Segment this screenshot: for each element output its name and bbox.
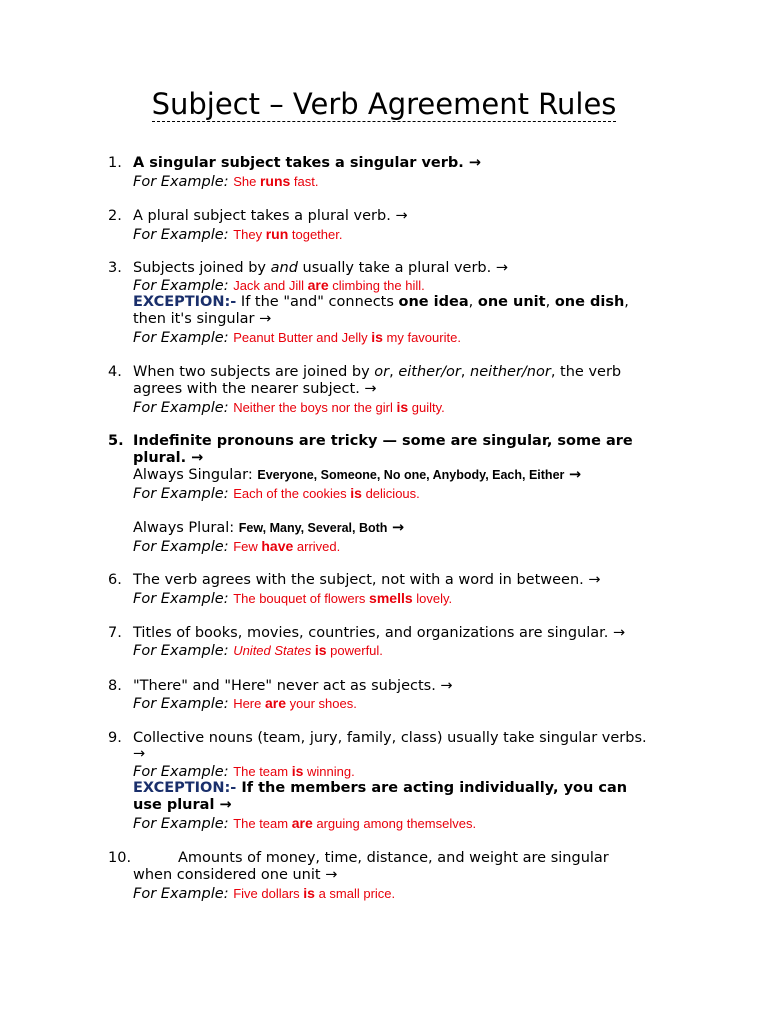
exception-line-2: then it's singular → xyxy=(133,311,272,327)
rule-text: A plural subject takes a plural verb. → xyxy=(133,208,408,224)
page-title: Subject – Verb Agreement Rules xyxy=(151,87,617,121)
rule-text: Subjects joined by and usually take a plural verb. → xyxy=(133,260,509,276)
rule-text-line-2: when considered one unit → xyxy=(133,867,338,883)
example-line: For Example: Five dollars is a small price. xyxy=(133,885,396,902)
rule-text-line-2: agrees with the nearer subject. → xyxy=(133,381,377,397)
exception-line: EXCEPTION:- If the members are acting individually, you can xyxy=(133,780,628,796)
rule-text: When two subjects are joined by or, either/or, neither/nor, the verb xyxy=(133,364,622,380)
arrow-icon: → xyxy=(440,678,453,694)
arrow-icon: → xyxy=(364,381,377,397)
example-line: For Example: The bouquet of flowers smells lovely. xyxy=(133,590,453,607)
rule-text: Titles of books, movies, countries, and organizations are singular. → xyxy=(133,625,626,641)
example-line: For Example: She runs fast. xyxy=(133,173,319,190)
arrow-icon: → xyxy=(495,260,509,276)
example-line: For Example: They run together. xyxy=(133,226,343,243)
rule-number: 7. xyxy=(108,625,122,641)
example-line: For Example: Neither the boys nor the girl is guilty. xyxy=(133,399,445,416)
rule-text: Indefinite pronouns are tricky — some are singular, some are xyxy=(133,433,633,449)
rule-text: Amounts of money, time, distance, and weight are singular xyxy=(178,850,609,866)
example-line: For Example: The team are arguing among themselves. xyxy=(133,815,477,832)
rule-number: 5. xyxy=(108,433,124,449)
exception-line: EXCEPTION:- If the "and" connects one idea, one unit, one dish, xyxy=(133,294,629,310)
arrow-icon: → xyxy=(613,625,626,641)
arrow-icon: → xyxy=(392,520,405,536)
arrow-icon: → xyxy=(588,572,601,588)
example-line: For Example: Jack and Jill are climbing the hill. xyxy=(133,277,425,294)
rule-text: The verb agrees with the subject, not with a word in between. → xyxy=(133,572,601,588)
rule-text: Collective nouns (team, jury, family, class) usually take singular verbs. xyxy=(133,730,647,746)
rule-number: 2. xyxy=(108,208,122,224)
example-line: For Example: The team is winning. xyxy=(133,763,355,780)
arrow-icon: → xyxy=(569,467,582,483)
rule-text-line-2: plural. → xyxy=(133,450,204,466)
example-line: For Example: Each of the cookies is delicious. xyxy=(133,485,420,502)
rule-number: 6. xyxy=(108,572,122,588)
rule-number: 3. xyxy=(108,260,122,276)
always-plural-line: Always Plural: Few, Many, Several, Both → xyxy=(133,520,405,536)
always-singular-line: Always Singular: Everyone, Someone, No one, Anybody, Each, Either → xyxy=(133,467,582,483)
rule-number: 8. xyxy=(108,678,122,694)
arrow-icon: → xyxy=(133,746,146,762)
arrow-icon: → xyxy=(468,155,481,171)
example-line: For Example: Few have arrived. xyxy=(133,538,341,555)
arrow-icon: → xyxy=(259,311,272,327)
exception-line-2: use plural → xyxy=(133,797,232,813)
rule-number: 1. xyxy=(108,155,122,171)
rule-number: 4. xyxy=(108,364,122,380)
rule-text: A singular subject takes a singular verb. → xyxy=(133,155,481,171)
example-line: For Example: Here are your shoes. xyxy=(133,695,357,712)
rule-number: 10. xyxy=(108,850,132,866)
arrow-icon: → xyxy=(219,797,232,813)
arrow-icon: → xyxy=(325,867,338,883)
example-line: For Example: United States is powerful. xyxy=(133,642,383,659)
rule-number: 9. xyxy=(108,730,122,746)
arrow-icon: → xyxy=(191,450,204,466)
rule-text: "There" and "Here" never act as subjects. → xyxy=(133,678,453,694)
example-line: For Example: Peanut Butter and Jelly is my favourite. xyxy=(133,329,461,346)
arrow-icon: → xyxy=(395,208,408,224)
